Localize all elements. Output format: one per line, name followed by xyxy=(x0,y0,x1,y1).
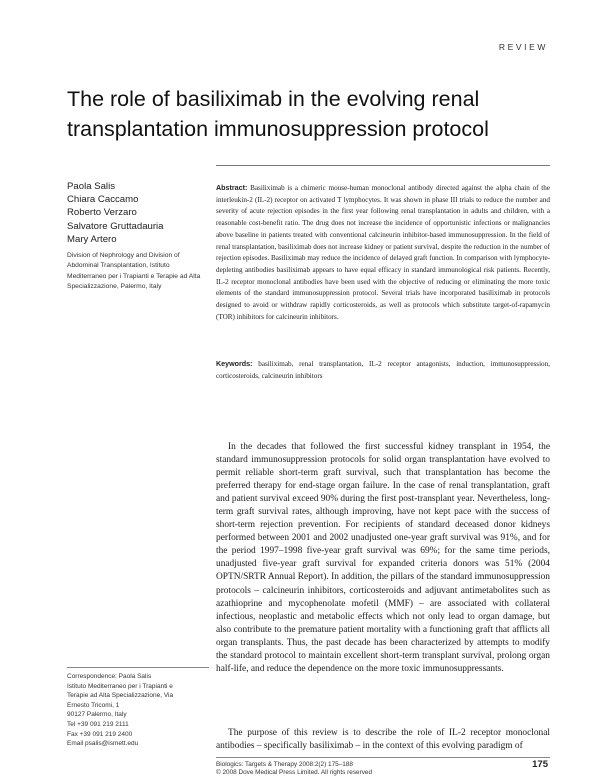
abstract-block xyxy=(216,183,550,323)
correspondence-email[interactable]: Email psalis@ismett.edu xyxy=(67,740,139,748)
keywords-text: basiliximab, renal transplantation, IL-2 receptor antagonists, induction, immunosuppression, corticosteroids, calcineurin inhibitors xyxy=(216,360,550,380)
footer-divider xyxy=(216,757,550,758)
keywords-label: Keywords: xyxy=(216,360,253,368)
author-name: Mary Artero xyxy=(67,233,117,245)
correspondence-line: 90127 Palermo, Italy xyxy=(67,711,127,719)
section-label: REVIEW xyxy=(498,42,548,52)
correspondence-line: Tel +39 091 219 2111 xyxy=(67,720,129,728)
correspondence-line: Ernesto Tricomi, 1 xyxy=(67,701,120,709)
author-name: Salvatore Gruttadauria xyxy=(67,220,164,232)
correspondence-line: Istituto Mediterraneo per i Trapianti e xyxy=(67,682,173,690)
correspondence-block xyxy=(67,672,209,749)
correspondence-line: Terapie ad Alta Specializzazione, Via xyxy=(67,692,174,700)
author-affiliation: Division of Nephrology and Division of Abdominal Transplantation, Istituto Mediterraneo per i Trapianti e Terapie ad Alta Specializzazione, Palermo, Italy xyxy=(67,252,201,291)
body-paragraph: In the decades that followed the first successful kidney transplant in 1954, the standard immunosuppression protocols for solid organ transplantation have evolved to permit reliable short-term graft survival, such that transplantation has become the preferred therapy for end-stage organ failure. In the case of renal transplantation, graft and patient survival exceed 90% during the first post-transplant year. Nevertheless, long-term graft survival rates, although improving, have not kept pace with the success of short-term rejection prevention. For recipients of standard deceased donor kidneys performed between 2001 and 2002 unadjusted one-year graft survival was 91%, and for the period 1997–1998 five-year graft survival was 69%; for the same time periods, unadjusted five-year graft survival for expanded criteria donors was 51% (2004 OPTN/SRTR Annual Report). In addition, the pillars of the standard immunosuppression protocols – calcineurin inhibitors, corticosteroids and adjuvant antimetabolites such as azathioprine and mycophenolate mofetil (MMF) – are associated with collateral infectious, neoplastic and metabolic effects which not only lead to organ damage, but also contribute to the premature patient mortality with a functioning graft that afflicts all organ transplants. Thus, the past decade has been characterized by attempts to modify the standard protocol to maintain excellent short-term transplant survival, prolong organ half-life, and reduce the dependence on the more toxic immunosuppressants. xyxy=(216,442,550,674)
body-paragraph: The purpose of this review is to describe the role of IL-2 receptor monoclonal antibodies – specifically basiliximab – in the context of this evolving paradigm of xyxy=(216,728,550,752)
abstract-text: Basiliximab is a chimeric mouse-human monoclonal antibody directed against the alpha chain of the interleukin-2 (IL-2) receptor on activated T lymphocytes. It was shown in phase III trials to reduce the number and severity of acute rejection episodes in the first year following renal transplantation in adults and children, with a reasonable cost-benefit ratio. The drug does not increase the incidence of opportunistic infections or malignancies above baseline in patients treated with conventional calcineurin inhibitor-based immunosuppression. In the field of renal transplantation, basiliximab does not increase kidney or patient survival, despite the reduction in the number of rejection episodes. Basiliximab may reduce the incidence of delayed graft function. In comparison with lymphocyte-depleting antibodies basiliximab appears to have equal efficacy in standard immunological risk patients. Recently, IL-2 receptor monoclonal antibodies have been used with the objective of reducing or eliminating the more toxic elements of the standard immunosuppression protocol. Several trials have incorporated basiliximab in protocols designed to avoid or withdraw rapidly corticosteroids, as well as protocols which substitute target-of-rapamycin (TOR) inhibitors for calcineurin inhibitors. xyxy=(216,184,551,321)
author-name: Roberto Verzaro xyxy=(67,207,137,219)
article-title: The role of basiliximab in the evolving renal transplantation immunosuppression protocol xyxy=(67,87,489,141)
abstract-divider xyxy=(216,165,550,166)
author-list xyxy=(67,180,207,246)
keywords-block xyxy=(216,359,550,382)
author-name: Chiara Caccamo xyxy=(67,194,139,206)
page-number: 175 xyxy=(532,759,548,770)
abstract-label: Abstract: xyxy=(216,184,248,192)
correspondence-line: Correspondence: Paola Salis xyxy=(67,673,152,680)
correspondence-divider xyxy=(67,667,209,668)
author-name: Paola Salis xyxy=(67,181,115,192)
footer-copyright: © 2008 Dove Medical Press Limited. All rights reserved xyxy=(216,769,373,776)
footer-journal-citation: Biologics: Targets & Therapy 2008:2(2) 175–188 xyxy=(216,761,353,768)
correspondence-line: Fax +39 091 219 2400 xyxy=(67,730,133,738)
